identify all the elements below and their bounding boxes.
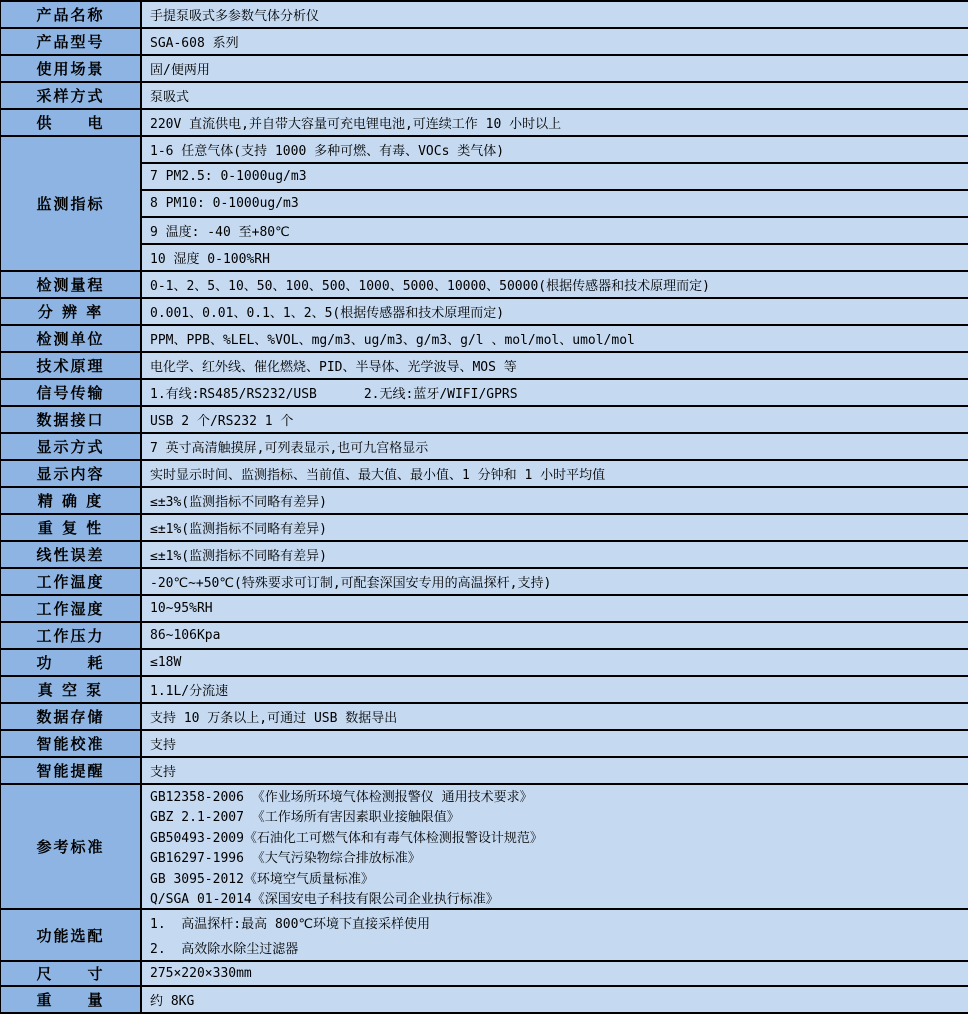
row-value: 手提泵吸式多参数气体分析仪 bbox=[150, 9, 320, 24]
row-values bbox=[142, 596, 968, 621]
row-value: ≤18W bbox=[150, 655, 182, 670]
row-label: 功能选配 bbox=[1, 910, 142, 960]
row-value: 220V 直流供电,并自带大容量可充电锂电池,可连续工作 10 小时以上 bbox=[150, 117, 562, 132]
table-row bbox=[1, 272, 968, 299]
row-values bbox=[142, 326, 968, 351]
row-value: 支持 10 万条以上,可通过 USB 数据导出 bbox=[150, 711, 398, 726]
row-values bbox=[142, 353, 968, 378]
row-values bbox=[142, 83, 968, 108]
table-row bbox=[1, 137, 968, 272]
row-value: 10~95%RH bbox=[150, 601, 213, 616]
table-row bbox=[1, 596, 968, 623]
row-values bbox=[142, 137, 968, 270]
row-label: 工作湿度 bbox=[1, 596, 142, 621]
row-value: 0.001、0.01、0.1、1、2、5(根据传感器和技术原理而定) bbox=[150, 306, 505, 321]
table-row bbox=[1, 623, 968, 650]
table-row bbox=[1, 56, 968, 83]
row-value: 7 英寸高清触摸屏,可列表显示,也可九宫格显示 bbox=[150, 441, 429, 456]
row-label: 产品名称 bbox=[1, 2, 142, 27]
row-label: 产品型号 bbox=[1, 29, 142, 54]
table-row bbox=[1, 758, 968, 785]
row-values bbox=[142, 407, 968, 432]
row-value: 1.有线:RS485/RS232/USB 2.无线:蓝牙/WIFI/GPRS bbox=[150, 387, 518, 402]
row-label: 检测量程 bbox=[1, 272, 142, 297]
row-label: 数据接口 bbox=[1, 407, 142, 432]
table-row bbox=[1, 83, 968, 110]
row-label: 尺 寸 bbox=[1, 962, 142, 985]
table-row bbox=[1, 731, 968, 758]
row-value: 9 温度: -40 至+80℃ bbox=[142, 218, 968, 245]
row-value: 支持 bbox=[150, 738, 177, 753]
row-label: 检测单位 bbox=[1, 326, 142, 351]
row-label: 工作温度 bbox=[1, 569, 142, 594]
row-value: 1.1L/分流速 bbox=[150, 684, 229, 699]
row-value: 8 PM10: 0-1000ug/m3 bbox=[142, 191, 968, 218]
row-value: ≤±3%(监测指标不同略有差异) bbox=[150, 495, 327, 510]
row-value: -20℃~+50℃(特殊要求可订制,可配套深国安专用的高温探杆,支持) bbox=[150, 576, 552, 591]
row-label: 功 耗 bbox=[1, 650, 142, 675]
row-value: 支持 bbox=[150, 765, 177, 780]
row-value-line: GB50493-2009《石油化工可燃气体和有毒气体检测报警设计规范》 bbox=[150, 830, 543, 846]
row-values bbox=[142, 299, 968, 324]
row-value-line: 2. 高效除水除尘过滤器 bbox=[150, 942, 299, 957]
table-row bbox=[1, 326, 968, 353]
row-values bbox=[142, 542, 968, 567]
row-label: 信号传输 bbox=[1, 380, 142, 405]
row-value: 实时显示时间、监测指标、当前值、最大值、最小值、1 分钟和 1 小时平均值 bbox=[150, 468, 606, 483]
table-row bbox=[1, 461, 968, 488]
row-label: 显示内容 bbox=[1, 461, 142, 486]
table-row bbox=[1, 785, 968, 910]
row-value-line: GB 3095-2012《环境空气质量标准》 bbox=[150, 871, 374, 887]
table-row bbox=[1, 962, 968, 987]
row-values bbox=[142, 704, 968, 729]
row-values bbox=[142, 488, 968, 513]
row-value: ≤±1%(监测指标不同略有差异) bbox=[150, 549, 327, 564]
row-label: 精 确 度 bbox=[1, 488, 142, 513]
row-label: 数据存储 bbox=[1, 704, 142, 729]
row-label: 工作压力 bbox=[1, 623, 142, 648]
table-row bbox=[1, 677, 968, 704]
row-label: 显示方式 bbox=[1, 434, 142, 459]
table-row bbox=[1, 515, 968, 542]
row-values bbox=[142, 785, 968, 908]
table-row bbox=[1, 569, 968, 596]
row-value: 10 湿度 0-100%RH bbox=[150, 252, 270, 267]
row-value-line: GBZ 2.1-2007 《工作场所有害因素职业接触限值》 bbox=[150, 810, 460, 826]
row-value: PPM、PPB、%LEL、%VOL、mg/m3、ug/m3、g/m3、g/l 、mol/mol、umol/mol bbox=[150, 333, 635, 348]
row-value: ≤±1%(监测指标不同略有差异) bbox=[150, 522, 327, 537]
table-row bbox=[1, 650, 968, 677]
row-values bbox=[142, 677, 968, 702]
row-label: 使用场景 bbox=[1, 56, 142, 81]
row-value-line: GB12358-2006 《作业场所环境气体检测报警仪 通用技术要求》 bbox=[150, 789, 533, 805]
row-label: 重 量 bbox=[1, 987, 142, 1012]
row-value: 约 8KG bbox=[150, 994, 195, 1009]
row-label: 采样方式 bbox=[1, 83, 142, 108]
row-values bbox=[142, 461, 968, 486]
row-value: 86~106Kpa bbox=[150, 628, 221, 643]
row-value-line: GB16297-1996 《大气污染物综合排放标准》 bbox=[150, 851, 421, 867]
table-row bbox=[1, 110, 968, 137]
row-value: SGA-608 系列 bbox=[150, 36, 239, 51]
row-values bbox=[142, 29, 968, 54]
row-value: 275×220×330mm bbox=[150, 966, 252, 981]
row-values bbox=[142, 380, 968, 405]
row-value: 1-6 任意气体(支持 1000 多种可燃、有毒、VOCs 类气体) bbox=[142, 137, 968, 164]
row-label: 重 复 性 bbox=[1, 515, 142, 540]
row-label: 监测指标 bbox=[1, 137, 142, 270]
row-label: 技术原理 bbox=[1, 353, 142, 378]
row-label: 智能校准 bbox=[1, 731, 142, 756]
table-row bbox=[1, 407, 968, 434]
row-value: 0-1、2、5、10、50、100、500、1000、5000、10000、50000(根据传感器和技术原理而定) bbox=[150, 279, 710, 294]
table-row bbox=[1, 434, 968, 461]
row-label: 智能提醒 bbox=[1, 758, 142, 783]
table-row bbox=[1, 488, 968, 515]
table-row bbox=[1, 987, 968, 1012]
row-values bbox=[142, 650, 968, 675]
table-row bbox=[1, 380, 968, 407]
row-values bbox=[142, 569, 968, 594]
row-label: 参考标准 bbox=[1, 785, 142, 908]
row-value-line: Q/SGA 01-2014《深国安电子科技有限公司企业执行标准》 bbox=[150, 892, 499, 908]
row-values bbox=[142, 910, 968, 960]
row-values bbox=[142, 987, 968, 1012]
table-row bbox=[1, 542, 968, 569]
row-values bbox=[142, 962, 968, 985]
table-row bbox=[1, 353, 968, 380]
row-values bbox=[142, 272, 968, 297]
row-values bbox=[142, 758, 968, 783]
row-label: 分 辨 率 bbox=[1, 299, 142, 324]
row-label: 线性误差 bbox=[1, 542, 142, 567]
row-values bbox=[142, 56, 968, 81]
table-row bbox=[1, 704, 968, 731]
row-label: 真 空 泵 bbox=[1, 677, 142, 702]
table-row bbox=[1, 2, 968, 29]
row-value: 电化学、红外线、催化燃烧、PID、半导体、光学波导、MOS 等 bbox=[150, 360, 517, 375]
row-label: 供 电 bbox=[1, 110, 142, 135]
row-value: 泵吸式 bbox=[150, 90, 190, 105]
row-value-line: 1. 高温探杆:最高 800℃环境下直接采样使用 bbox=[150, 917, 431, 932]
row-values bbox=[142, 515, 968, 540]
row-value: 固/便两用 bbox=[150, 63, 210, 78]
table-row bbox=[1, 910, 968, 962]
row-values bbox=[142, 434, 968, 459]
row-value: 7 PM2.5: 0-1000ug/m3 bbox=[142, 164, 968, 191]
row-values bbox=[142, 623, 968, 648]
table-row bbox=[1, 29, 968, 56]
row-value: USB 2 个/RS232 1 个 bbox=[150, 414, 294, 429]
row-values bbox=[142, 731, 968, 756]
row-values bbox=[142, 2, 968, 27]
row-values bbox=[142, 110, 968, 135]
table-row bbox=[1, 299, 968, 326]
